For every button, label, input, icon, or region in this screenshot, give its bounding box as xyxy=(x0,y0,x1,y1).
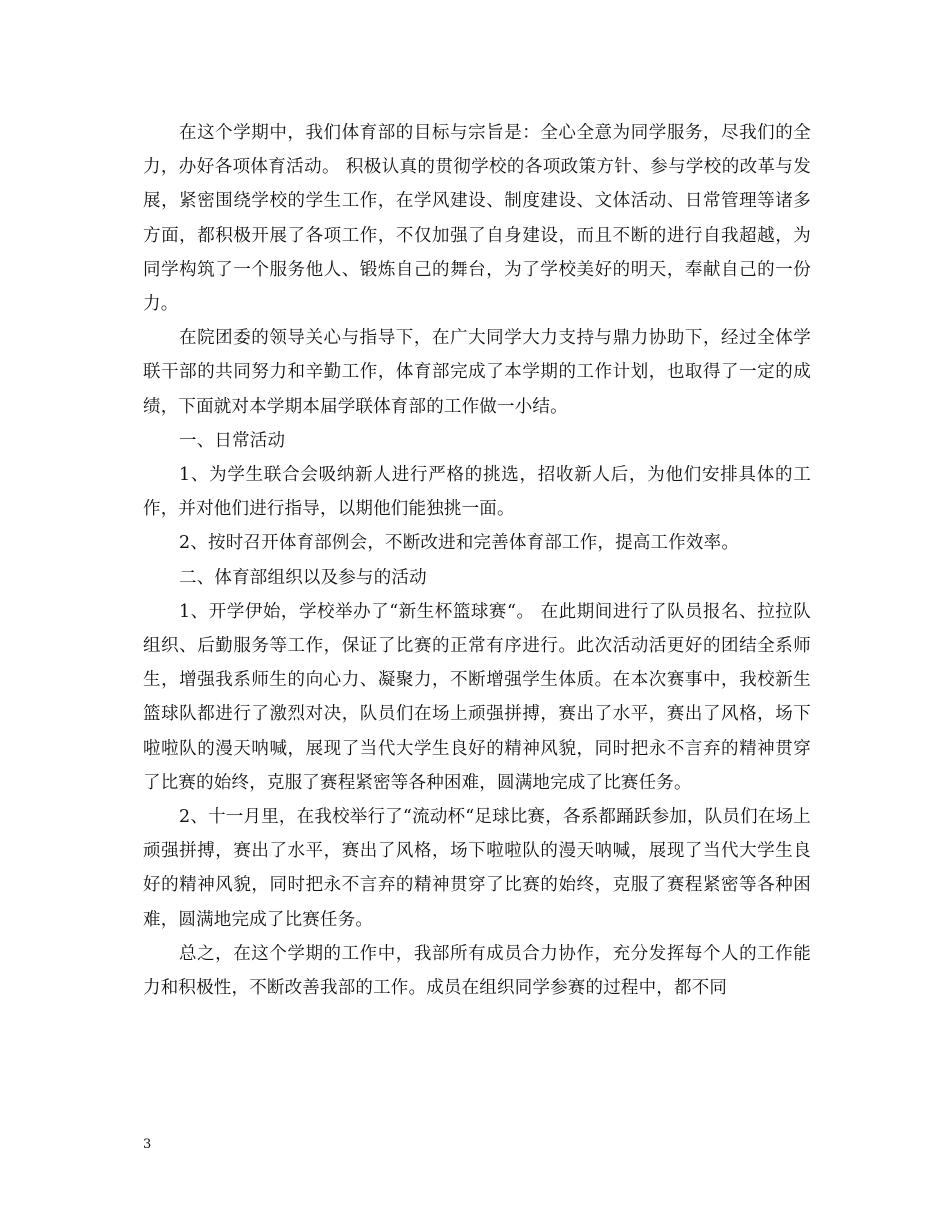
heading-organized-activities: 二、体育部组织以及参与的活动 xyxy=(179,567,427,588)
paragraph-summary: 在院团委的领导关心与指导下，在广大同学大力支持与鼎力协助下，经过全体学联干部的共同努力和辛勤工作，体育部完成了本学期的工作计划，也取得了一定的成绩，下面就对本学期本届学联体育部的工作做一小结。 xyxy=(143,328,811,417)
paragraph-daily-item-2: 2、按时召开体育部例会，不断改进和完善体育部工作，提高工作效率。 xyxy=(179,533,740,554)
paragraph-daily-item-1: 1、为学生联合会吸纳新人进行严格的挑选，招收新人后，为他们安排具体的工作，并对他们进行指导，以期他们能独挑一面。 xyxy=(143,465,811,520)
paragraph-activity-football: 2、十一月里，在我校举行了“流动杯“足球比赛，各系都踊跃参加，队员们在场上顽强拼搏，赛出了水平，赛出了风格，场下啦啦队的漫天呐喊，展现了当代大学生良好的精神风貌，同时把永不言弃的精神贯穿了比赛的始终，克服了赛程紧密等各种困难，圆满地完成了比赛任务。 xyxy=(143,807,811,930)
heading-daily-activities: 一、日常活动 xyxy=(179,430,286,451)
paragraph-intro: 在这个学期中，我们体育部的目标与宗旨是：全心全意为同学服务，尽我们的全力，办好各项体育活动。 积极认真的贯彻学校的各项政策方针、参与学校的改革与发展，紧密围绕学校的学生工作，在学风建设、制度建设、文体活动、日常管理等诸多方面，都积极开展了各项工作，不仅加强了自身建设，而且不断的进行自我超越，为同学构筑了一个服务他人、锻炼自己的舞台，为了学校美好的明天，奉献自己的一份力。 xyxy=(143,123,811,315)
paragraph-activity-basketball: 1、开学伊始，学校举办了“新生杯篮球赛“。 在此期间进行了队员报名、拉拉队组织、后勤服务等工作，保证了比赛的正常有序进行。此次活动活更好的团结全系师生，增强我系师生的向心力、凝聚力，不断增强学生体质。在本次赛事中，我校新生篮球队都进行了激烈对决，队员们在场上顽强拼搏，赛出了水平，赛出了风格，场下啦啦队的漫天呐喊，展现了当代大学生良好的精神风貌，同时把永不言弃的精神贯穿了比赛的始终，克服了赛程紧密等各种困难，圆满地完成了比赛任务。 xyxy=(143,601,811,793)
body-text xyxy=(143,116,811,1005)
page-number: 3 xyxy=(143,1137,152,1152)
paragraph-conclusion: 总之，在这个学期的工作中，我部所有成员合力协作，充分发挥每个人的工作能力和积极性，不断改善我部的工作。成员在组织同学参赛的过程中，都不同 xyxy=(143,943,811,999)
